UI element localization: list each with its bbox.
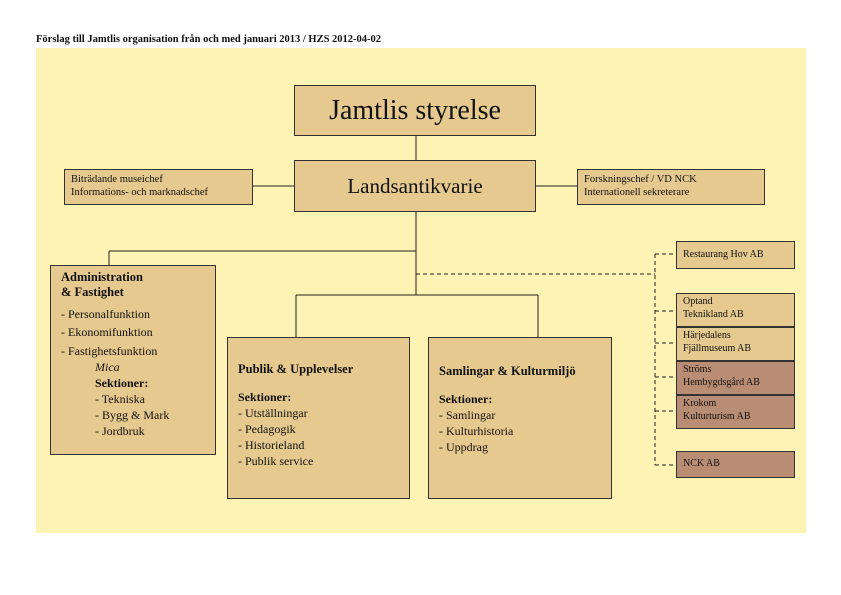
left-staff-line1: Biträdande museichef: [71, 174, 163, 185]
styrelse-box: [294, 85, 536, 136]
publik-sektion-pedagogik: - Pedagogik: [238, 422, 296, 436]
publik-box: [227, 337, 410, 499]
right-staff-box: [577, 169, 765, 205]
company-stroms-line2: Hembygdsgård AB: [683, 376, 760, 388]
admin-sektion-tekniska: - Tekniska: [95, 392, 145, 406]
publik-sektion-utstallningar: - Utställningar: [238, 406, 308, 420]
company-nck-label: NCK AB: [683, 458, 720, 470]
landsantikvarie-label: Landsantikvarie: [347, 173, 483, 198]
company-optand: [676, 293, 795, 327]
publik-sektion-publik-service: - Publik service: [238, 454, 314, 468]
company-restaurang-hov: [676, 241, 795, 269]
admin-item-personal: - Personalfunktion: [61, 307, 150, 321]
admin-box: [50, 265, 216, 455]
company-nck: [676, 451, 795, 478]
samlingar-sektion-samlingar: - Samlingar: [439, 408, 496, 422]
right-staff-line1: Forskningschef / VD NCK: [584, 174, 697, 185]
publik-sektioner-label: Sektioner:: [238, 390, 292, 404]
admin-item-ekonomi: - Ekonomifunktion: [61, 325, 153, 339]
left-staff-box: [64, 169, 253, 205]
admin-sektion-jordbruk: - Jordbruk: [95, 424, 145, 438]
admin-item-fastighet: - Fastighetsfunktion: [61, 344, 158, 358]
company-harjedalens-line1: Härjedalens: [683, 330, 731, 341]
page-header: Förslag till Jamtlis organisation från och med januari 2013 / HZS 2012-04-02: [36, 34, 382, 45]
landsantikvarie-box: [294, 160, 536, 212]
company-restaurang-label: Restaurang Hov AB: [683, 248, 764, 260]
styrelse-label: Jamtlis styrelse: [329, 94, 501, 126]
admin-mica: Mica: [95, 360, 120, 374]
admin-sektioner-label: Sektioner:: [95, 376, 149, 390]
publik-title: Publik & Upplevelser: [238, 362, 354, 376]
company-krokom-line1: Krokom: [683, 398, 717, 409]
company-optand-line1: Optand: [683, 296, 713, 307]
admin-title1: Administration: [61, 270, 143, 284]
company-krokom-line2: Kulturturism AB: [683, 410, 751, 422]
samlingar-sektion-kulturhistoria: - Kulturhistoria: [439, 424, 514, 438]
left-staff-line2: Informations- och marknadschef: [71, 187, 209, 198]
company-krokom: [676, 395, 795, 429]
samlingar-sektion-uppdrag: - Uppdrag: [439, 440, 488, 454]
company-harjedalens: [676, 327, 795, 361]
company-harjedalens-line2: Fjällmuseum AB: [683, 342, 752, 354]
samlingar-sektioner-label: Sektioner:: [439, 392, 493, 406]
right-staff-line2: Internationell sekreterare: [584, 187, 690, 198]
company-stroms-line1: Ströms: [683, 364, 712, 375]
samlingar-box: [428, 337, 612, 499]
admin-sektion-bygg: - Bygg & Mark: [95, 408, 170, 422]
company-optand-line2: Teknikland AB: [683, 308, 744, 320]
company-stroms: [676, 361, 795, 395]
samlingar-title: Samlingar & Kulturmiljö: [439, 364, 576, 378]
admin-title2: & Fastighet: [61, 285, 124, 299]
publik-sektion-historieland: - Historieland: [238, 438, 305, 452]
